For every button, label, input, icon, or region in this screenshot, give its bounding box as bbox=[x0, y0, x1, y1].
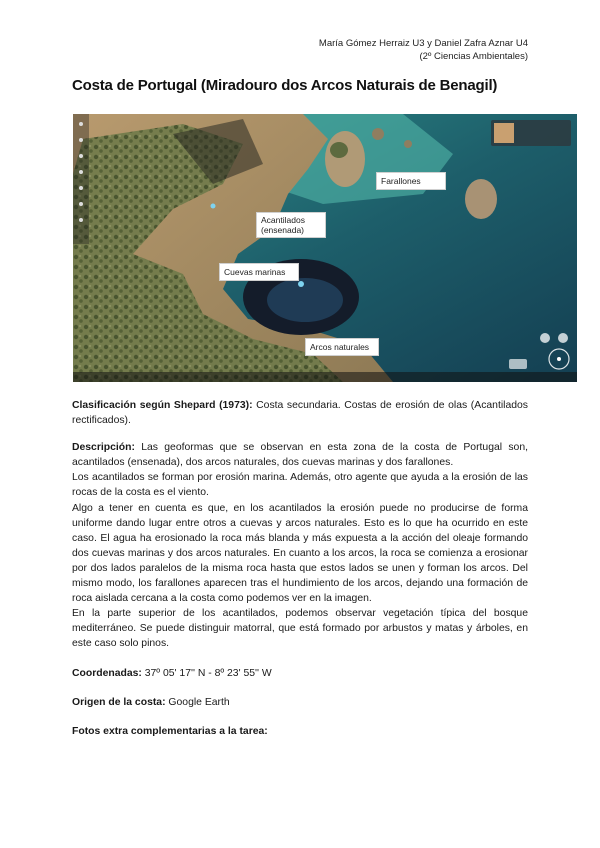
label-acantilados-line2: (ensenada) bbox=[261, 225, 305, 235]
coordinates-value: 37º 05' 17'' N - 8º 23' 55'' W bbox=[141, 667, 272, 679]
compass-center bbox=[557, 357, 561, 361]
earth-toolbar bbox=[73, 114, 89, 244]
classification-text: Costa secundaria. Costas de erosión de olas (Acantilados rectificados). bbox=[72, 400, 528, 427]
origin-label: Origen de la costa: bbox=[72, 696, 166, 708]
classification-label: Clasificación según Shepard (1973): bbox=[72, 400, 253, 411]
spacer bbox=[72, 681, 528, 695]
classification-paragraph bbox=[72, 398, 528, 428]
sea-stack-2 bbox=[465, 179, 497, 219]
label-arcos-naturales: Arcos naturales bbox=[305, 338, 379, 356]
zoom-control[interactable] bbox=[509, 359, 527, 369]
spacer bbox=[72, 428, 528, 440]
projects-icon[interactable] bbox=[79, 186, 83, 190]
layers-icon[interactable] bbox=[558, 333, 568, 343]
description-paragraph-4: En la parte superior de los acantilados, podemos observar vegetación típica del bosque mediterráneo. Se puede distinguir matorral, que está formado por arbustos y matas y árboles, en este caso solo pinos. bbox=[72, 608, 528, 650]
label-cuevas-marinas: Cuevas marinas bbox=[219, 263, 299, 281]
dice-icon[interactable] bbox=[79, 170, 83, 174]
cave-water bbox=[267, 278, 343, 322]
page-title: Costa de Portugal (Miradouro dos Arcos Naturais de Benagil) bbox=[72, 77, 498, 94]
origin-value: Google Earth bbox=[165, 696, 230, 708]
search-icon[interactable] bbox=[79, 138, 83, 142]
description-label: Descripción: bbox=[72, 442, 135, 454]
location-pin-icon[interactable] bbox=[298, 281, 304, 287]
voyager-icon[interactable] bbox=[79, 154, 83, 158]
origin-paragraph bbox=[72, 695, 528, 710]
header-authors-block bbox=[319, 37, 528, 63]
info-card-thumbnail bbox=[494, 123, 514, 143]
menu-icon[interactable] bbox=[79, 122, 83, 126]
label-acantilados bbox=[256, 212, 326, 238]
street-view-icon[interactable] bbox=[540, 333, 550, 343]
location-pin-icon[interactable] bbox=[211, 204, 216, 209]
coordinates-paragraph bbox=[72, 666, 528, 681]
spacer bbox=[72, 652, 528, 666]
small-rock bbox=[404, 140, 412, 148]
status-bar bbox=[73, 372, 577, 382]
extra-photos-paragraph bbox=[72, 724, 528, 739]
extra-photos-label: Fotos extra complementarias a la tarea: bbox=[72, 725, 268, 737]
description-paragraph-2: Los acantilados se forman por erosión marina. Además, otro agente que ayuda a la erosión de las rocas de la costa es el viento. bbox=[72, 472, 528, 499]
description-text-1: Las geoformas que se observan en esta zona de la costa de Portugal son, acantilados (ensenada), dos arcos naturales, dos cuevas marinas y dos farallones. bbox=[72, 442, 528, 469]
small-rock bbox=[372, 128, 384, 140]
description-paragraph-3: Algo a tener en cuenta es que, en los acantilados la erosión puede no producirse de forma uniforme dando lugar entre otros a cuevas y arcos naturales. Esto es lo que ha ocurrido en este caso. El agua ha erosionado la roca más blanda y más expuesta a la acción del oleaje formando dos cuevas marinas y dos arcos naturales. En cuanto a los arcos, la roca se comienza a erosionar por dos lados paralelos de la misma roca hasta que estos lados se unen y forman los arcos. Del mismo modo, los farallones aparecen tras el hundimiento de los arcos, dejando una formación de roca aislada cercana a la costa como podemos ver en la imagen. bbox=[72, 502, 528, 605]
measure-icon[interactable] bbox=[79, 202, 83, 206]
label-farallones: Farallones bbox=[376, 172, 446, 190]
satellite-photo bbox=[73, 114, 577, 382]
document-body bbox=[72, 398, 528, 739]
sea-stack-1-vegetation bbox=[330, 142, 348, 158]
course-line: (2º Ciencias Ambientales) bbox=[419, 51, 528, 62]
sea-stack-1 bbox=[325, 131, 365, 187]
spacer bbox=[72, 710, 528, 724]
authors-line: María Gómez Herraiz U3 y Daniel Zafra Aznar U4 bbox=[318, 38, 528, 49]
coordinates-label: Coordenadas: bbox=[72, 667, 142, 679]
description-paragraph-1 bbox=[72, 440, 528, 470]
label-acantilados-line1: Acantilados bbox=[261, 215, 305, 225]
share-icon[interactable] bbox=[79, 218, 83, 222]
